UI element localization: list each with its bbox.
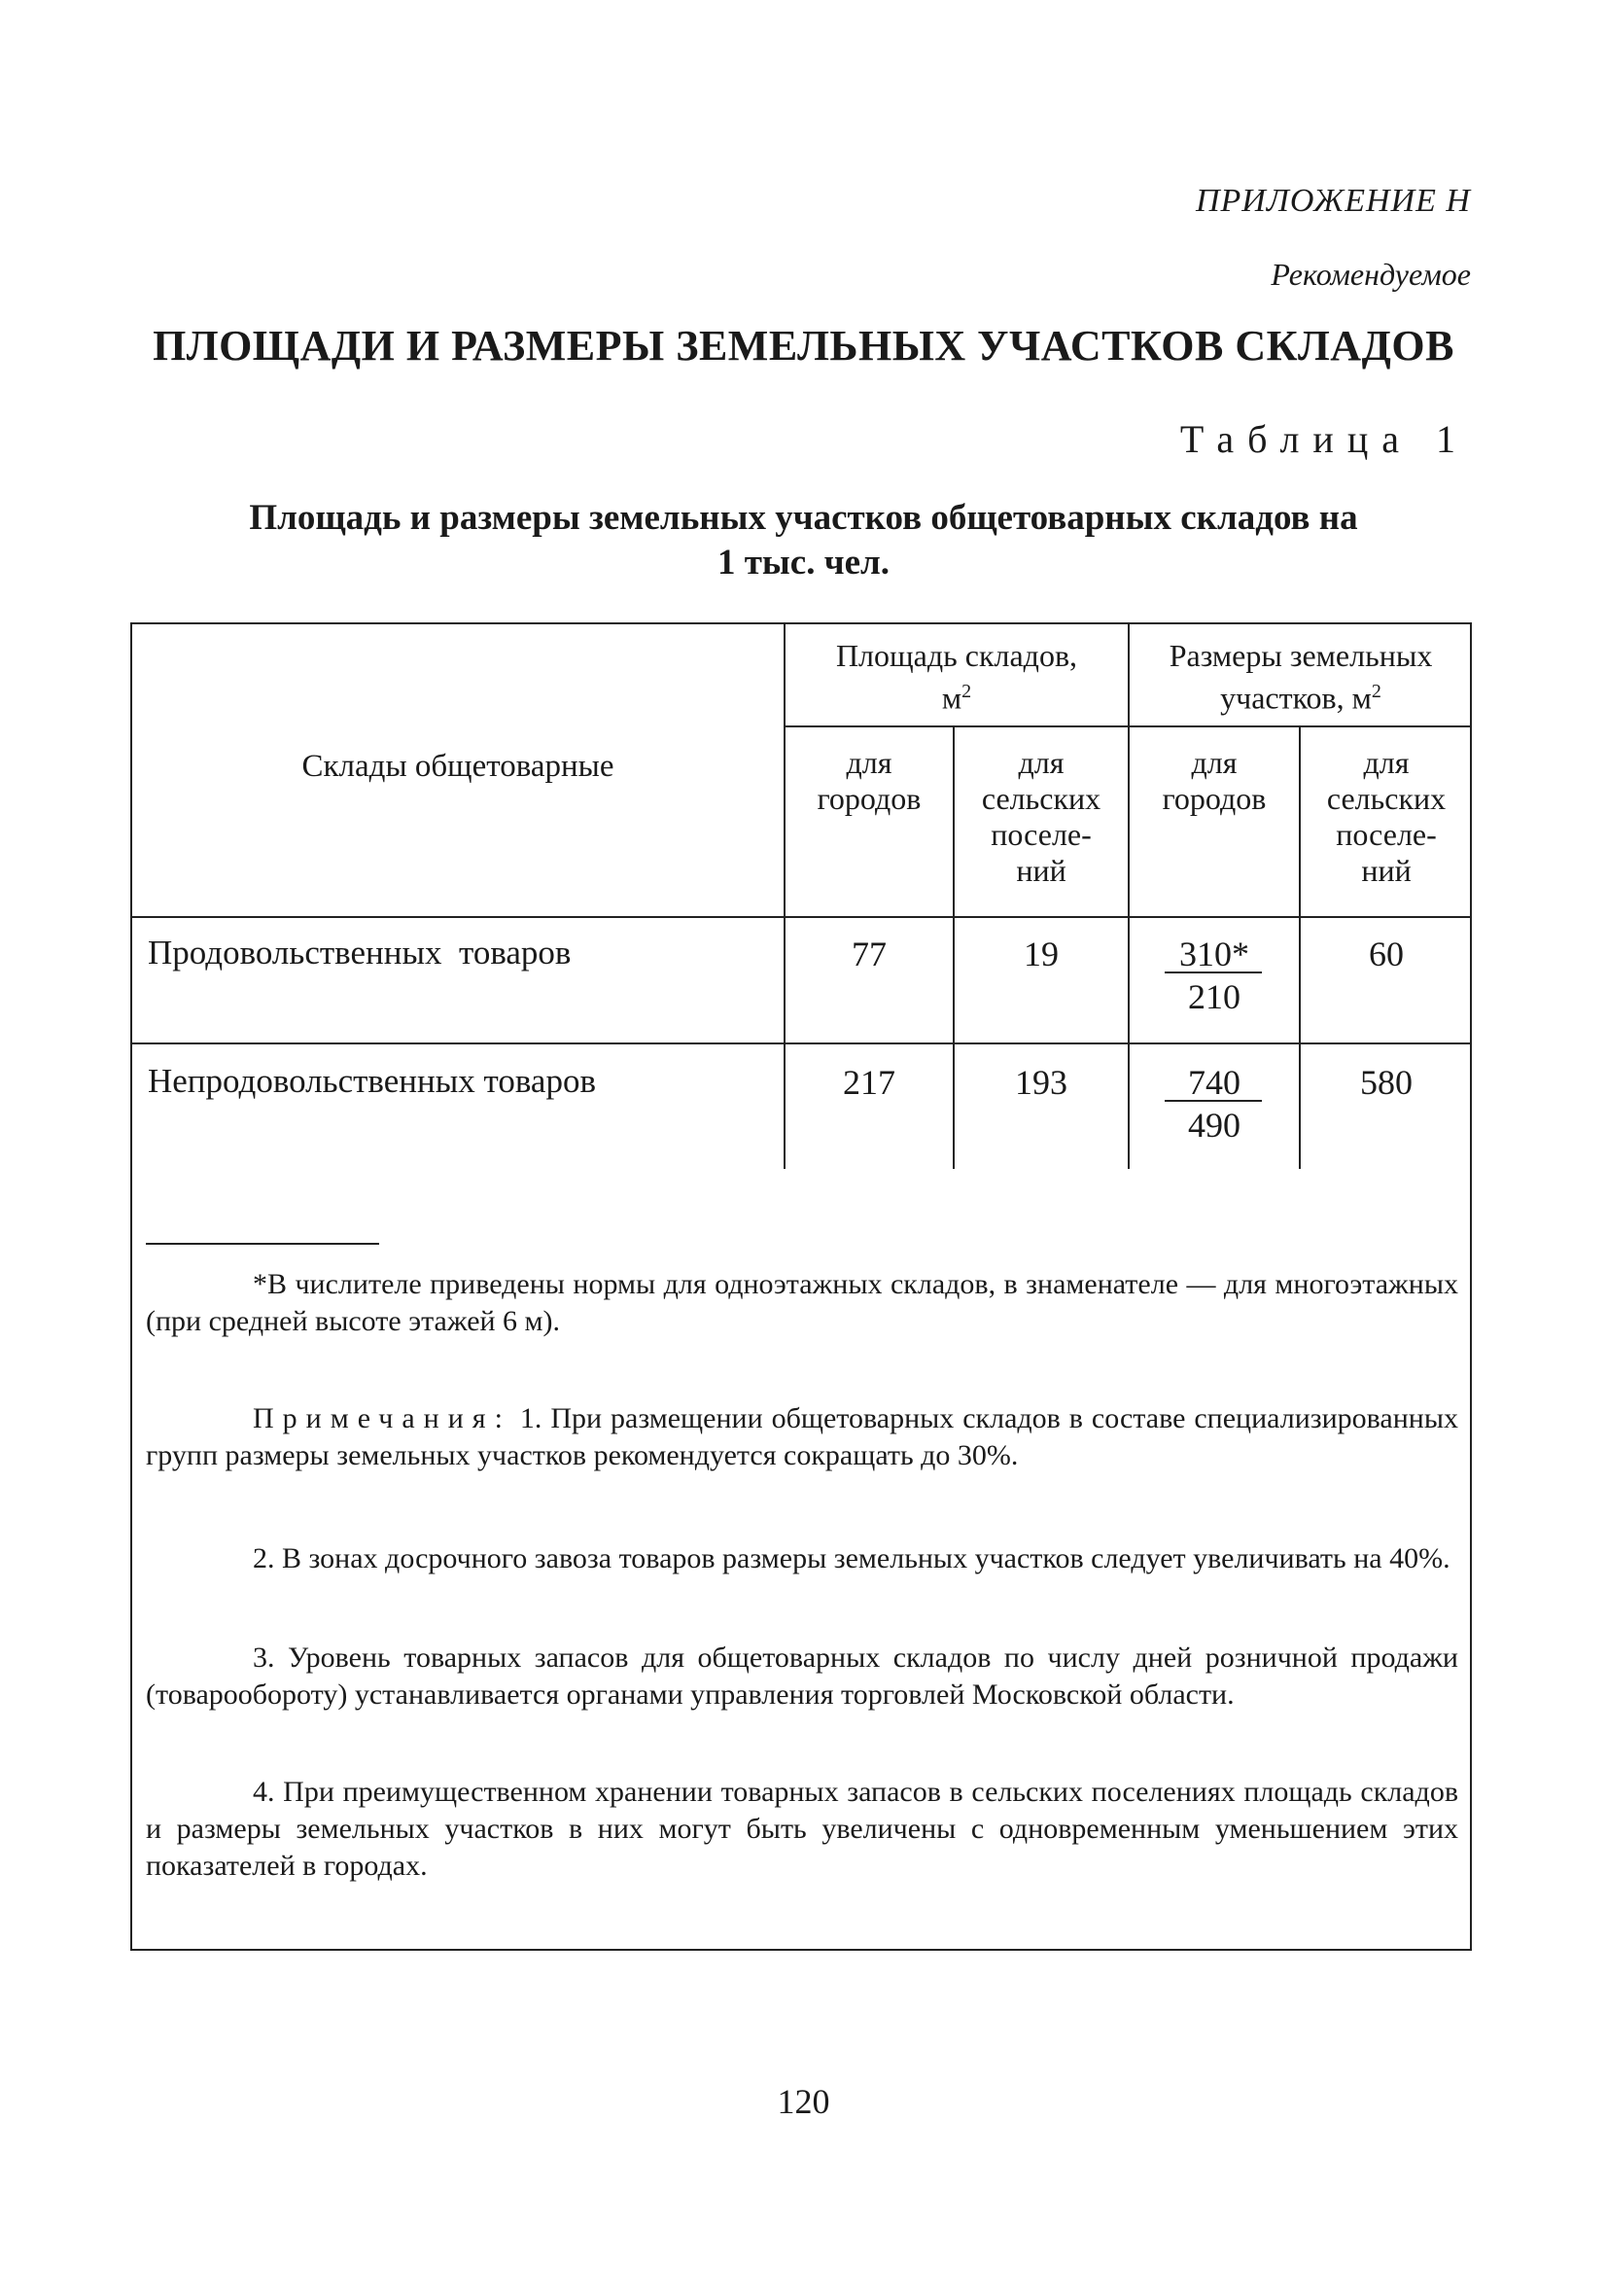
row-2-name: Непродовольственных товаров	[148, 1062, 596, 1100]
header-area-line-2	[786, 674, 1128, 717]
row-1-name: Продовольственных товаров	[148, 934, 572, 971]
row-2-area-rural: 193	[1015, 1063, 1067, 1102]
header-plot-line-1: Размеры земельных	[1169, 638, 1433, 673]
appendix-status: Рекомендуемое	[1271, 257, 1471, 292]
appendix-label: ПРИЛОЖЕНИЕ Н	[1195, 183, 1471, 219]
note-3: 3. Уровень товарных запасов для общетоварных складов по числу дней розничной продажи (товарообороту) устанавливается органами управления торговлей Московской области.	[146, 1642, 1458, 1711]
subheader-text-line: для	[1018, 745, 1065, 780]
header-plot-size	[1130, 638, 1472, 717]
table-caption-line-2: 1 тыс. чел.	[716, 543, 891, 583]
header-area-unit: м	[941, 680, 962, 716]
header-bottom-rule	[132, 916, 1472, 918]
row-1-area-cities: 77	[852, 935, 887, 973]
note-1	[146, 1400, 1458, 1474]
subheader-text-line: городов	[1162, 781, 1267, 816]
subheader-text-line: поселе-	[991, 817, 1092, 852]
header-plot-unit: участков, м	[1220, 680, 1372, 716]
subheader-plot-rural	[1301, 745, 1472, 889]
row-separator-rule	[132, 1042, 1472, 1044]
subheader-text-line: ний	[1016, 853, 1066, 888]
subheader-text-line: сельских	[981, 781, 1101, 816]
row-2-plot-rural: 580	[1360, 1063, 1413, 1102]
table-caption-line-1: Площадь и размеры земельных участков общетоварных складов на	[249, 498, 1358, 538]
header-warehouses	[132, 749, 784, 785]
header-area-line-1: Площадь складов,	[835, 638, 1078, 673]
note-2: 2. В зонах досрочного завоза товаров размеры земельных участков следует увеличивать на 40%.	[253, 1542, 1450, 1574]
page-number: 120	[777, 2082, 830, 2121]
row-2-plot-cities-numerator: 740	[1188, 1063, 1240, 1102]
table-caption	[136, 496, 1471, 585]
row-1-plot-rural: 60	[1369, 935, 1404, 973]
subheader-text-line: городов	[817, 781, 922, 816]
subheader-text-line: сельских	[1326, 781, 1447, 816]
row-1-plot-cities-numerator: 310*	[1179, 935, 1249, 973]
row-2-plot-cities-denominator: 490	[1188, 1106, 1240, 1145]
header-warehouse-area	[786, 638, 1128, 717]
header-area-unit-exponent: 2	[961, 681, 972, 702]
header-warehouses-text: Склады общетоварные	[301, 749, 614, 784]
subheader-area-rural	[955, 745, 1128, 889]
subheader-text-line: для	[1191, 745, 1238, 780]
footnote: *В числителе приведены нормы для одноэтажных складов, в знаменателе — для многоэтажных (при средней высоте этажей 6 м).	[146, 1268, 1458, 1337]
subheader-text-line: для	[1363, 745, 1410, 780]
subheader-area-cities	[786, 745, 953, 817]
row-1-fraction-bar	[1165, 971, 1262, 973]
subheader-plot-cities	[1130, 745, 1299, 817]
notes-label: Примечания:	[253, 1402, 511, 1434]
row-1-plot-cities-denominator: 210	[1188, 977, 1240, 1016]
row-1-area-rural: 19	[1024, 935, 1059, 973]
subheader-text-line: поселе-	[1336, 817, 1437, 852]
header-plot-unit-exponent: 2	[1371, 681, 1381, 702]
row-2-fraction-bar	[1165, 1100, 1262, 1102]
footnote-rule	[146, 1243, 379, 1245]
note-1-text: 1. При размещении общетоварных складов в составе специализированных групп размеры земельных участков рекомендуется сокращать до 30%.	[146, 1402, 1459, 1471]
page-title: ПЛОЩАДИ И РАЗМЕРЫ ЗЕМЕЛЬНЫХ УЧАСТКОВ СКЛАДОВ	[153, 322, 1454, 370]
subheader-text-line: для	[846, 745, 892, 780]
note-4: 4. При преимущественном хранении товарных запасов в сельских поселениях площадь складов и размеры земельных участков в них могут быть увеличены с одновременным уменьшением этих показателей в городах.	[146, 1776, 1458, 1882]
subheader-text-line: ний	[1361, 853, 1412, 888]
header-plot-line-2	[1130, 674, 1472, 717]
row-2-area-cities: 217	[843, 1063, 895, 1102]
table-number-label: Таблица 1	[1179, 417, 1469, 461]
